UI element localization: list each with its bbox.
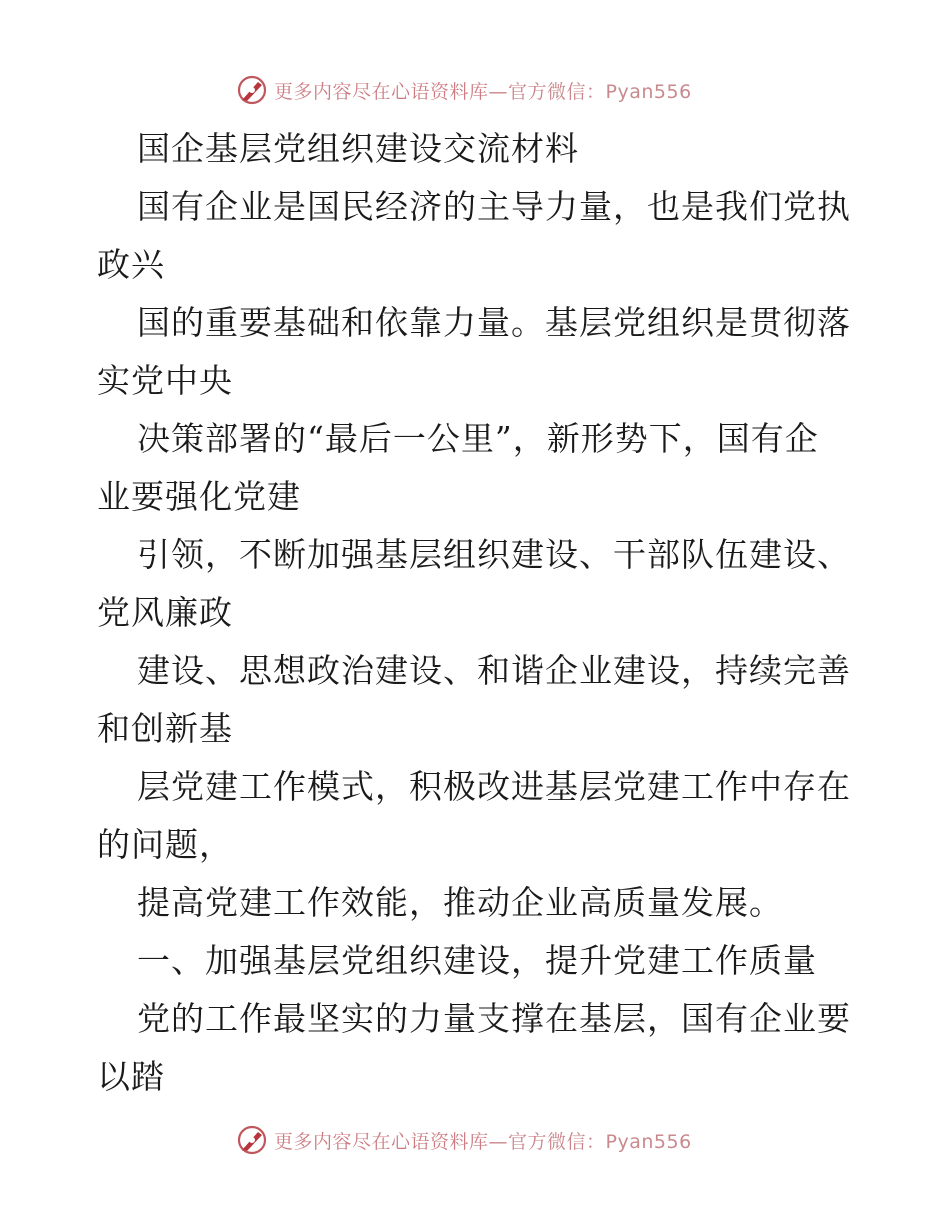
section-heading: 一、加强基层党组织建设，提升党建工作质量: [137, 941, 817, 980]
paragraph-line: 的问题，: [97, 825, 233, 864]
paragraph-line: 建设、思想政治建设、和谐企业建设，持续完善: [137, 651, 851, 690]
paragraph-line: 国的重要基础和依靠力量。基层党组织是贯彻落: [137, 303, 851, 342]
paragraph-line: 实党中央: [97, 361, 233, 400]
document-body: [97, 120, 857, 1106]
header-wechat-id: Pyan556: [605, 80, 692, 103]
header-wechat-label: 官方微信：: [508, 80, 606, 103]
paragraph-line: 提高党建工作效能，推动企业高质量发展。: [137, 883, 783, 922]
footer-banner-text: [274, 1127, 692, 1154]
paragraph-line: 党风廉政: [97, 593, 233, 632]
header-watermark-banner: [236, 73, 692, 107]
header-dash: —: [488, 80, 509, 103]
footer-watermark-banner: [236, 1123, 692, 1157]
paragraph-line: 党的工作最坚实的力量支撑在基层，国有企业要: [137, 999, 851, 1038]
paragraph-line: 以踏: [97, 1057, 165, 1096]
paragraph-line: 和创新基: [97, 709, 233, 748]
header-site-text: 更多内容尽在心语资料库: [274, 80, 489, 103]
footer-wechat-id: Pyan556: [605, 1130, 692, 1153]
quill-pen-logo-icon: [236, 1124, 268, 1156]
footer-dash: —: [488, 1130, 509, 1153]
header-banner-text: [274, 77, 692, 104]
paragraph-line: 决策部署的“最后一公里”，新形势下，国有企: [137, 419, 819, 458]
document-title: 国企基层党组织建设交流材料: [137, 129, 579, 168]
paragraph-line: 政兴: [97, 245, 165, 284]
paragraph-line: 层党建工作模式，积极改进基层党建工作中存在: [137, 767, 851, 806]
paragraph-line: 引领，不断加强基层组织建设、干部队伍建设、: [137, 535, 851, 574]
footer-site-text: 更多内容尽在心语资料库: [274, 1130, 489, 1153]
paragraph-line: 业要强化党建: [97, 477, 301, 516]
quill-pen-logo-icon: [236, 74, 268, 106]
footer-wechat-label: 官方微信：: [508, 1130, 606, 1153]
paragraph-line: 国有企业是国民经济的主导力量，也是我们党执: [137, 187, 851, 226]
